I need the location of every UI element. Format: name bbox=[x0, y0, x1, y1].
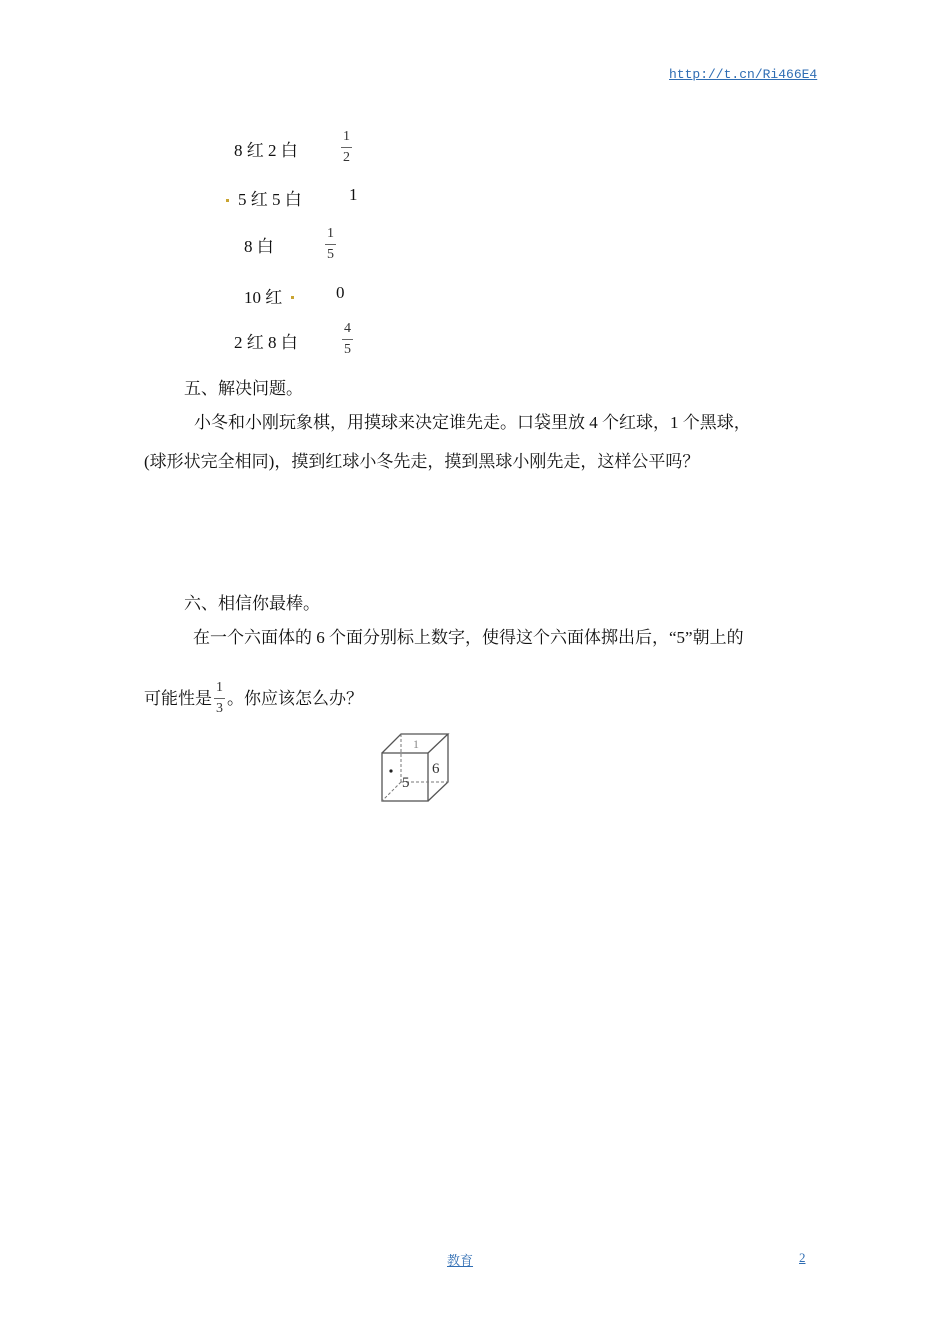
section6-line2 bbox=[144, 680, 363, 717]
section6-title: 六、相信你最棒。 bbox=[184, 594, 320, 613]
cube-diagram bbox=[379, 731, 451, 803]
cube-dot bbox=[389, 769, 392, 772]
header-url-link[interactable]: http://t.cn/Ri466E4 bbox=[669, 67, 818, 82]
fraction-numerator: 1 bbox=[327, 226, 334, 241]
line2-prefix: 可能性是 bbox=[144, 688, 212, 708]
section5-line2: (球形状完全相同)，摸到红球小冬先走，摸到黑球小刚先走，这样公平吗？ bbox=[144, 452, 700, 471]
fraction-denominator: 5 bbox=[327, 247, 334, 262]
fraction-denominator: 5 bbox=[344, 342, 351, 357]
line2-suffix: 。你应该怎么办？ bbox=[227, 688, 363, 708]
cube-hidden-edge bbox=[382, 782, 401, 801]
fraction-numerator: 1 bbox=[216, 680, 223, 695]
section6-line1: 在一个六面体的 6 个面分别标上数字，使得这个六面体掷出后，“5”朝上的 bbox=[193, 628, 744, 647]
item-label: 2 红 8 白 bbox=[234, 333, 298, 352]
item-value: 0 bbox=[336, 283, 345, 302]
section5-title: 五、解决问题。 bbox=[184, 379, 303, 398]
fraction-numerator: 4 bbox=[344, 321, 351, 336]
decoration-dot bbox=[226, 199, 229, 202]
section5-line1: 小冬和小刚玩象棋，用摸球来决定谁先走。口袋里放 4 个红球，1 个黑球， bbox=[194, 413, 751, 432]
fraction-bar bbox=[325, 244, 336, 245]
page-number[interactable]: 2 bbox=[799, 1250, 806, 1265]
fraction bbox=[342, 321, 353, 358]
fraction-bar bbox=[214, 698, 225, 699]
cube-right-number: 6 bbox=[432, 761, 440, 777]
item-label: 8 白 bbox=[244, 237, 274, 256]
fraction-denominator: 3 bbox=[216, 701, 223, 716]
decoration-dot bbox=[291, 296, 294, 299]
item-label: 8 红 2 白 bbox=[234, 141, 298, 160]
fraction-bar bbox=[341, 147, 352, 148]
cube-top-number: 1 bbox=[413, 737, 419, 751]
fraction-denominator: 2 bbox=[343, 150, 350, 165]
fraction bbox=[341, 129, 352, 166]
item-label: 10 红 bbox=[244, 288, 283, 307]
cube-front-number: 5 bbox=[402, 775, 410, 791]
footer-link[interactable]: 教育 bbox=[447, 1253, 474, 1268]
fraction-numerator: 1 bbox=[343, 129, 350, 144]
item-label: 5 红 5 白 bbox=[238, 190, 302, 209]
fraction bbox=[214, 680, 225, 717]
fraction bbox=[325, 226, 336, 263]
fraction-bar bbox=[342, 339, 353, 340]
item-value: 1 bbox=[349, 185, 358, 204]
